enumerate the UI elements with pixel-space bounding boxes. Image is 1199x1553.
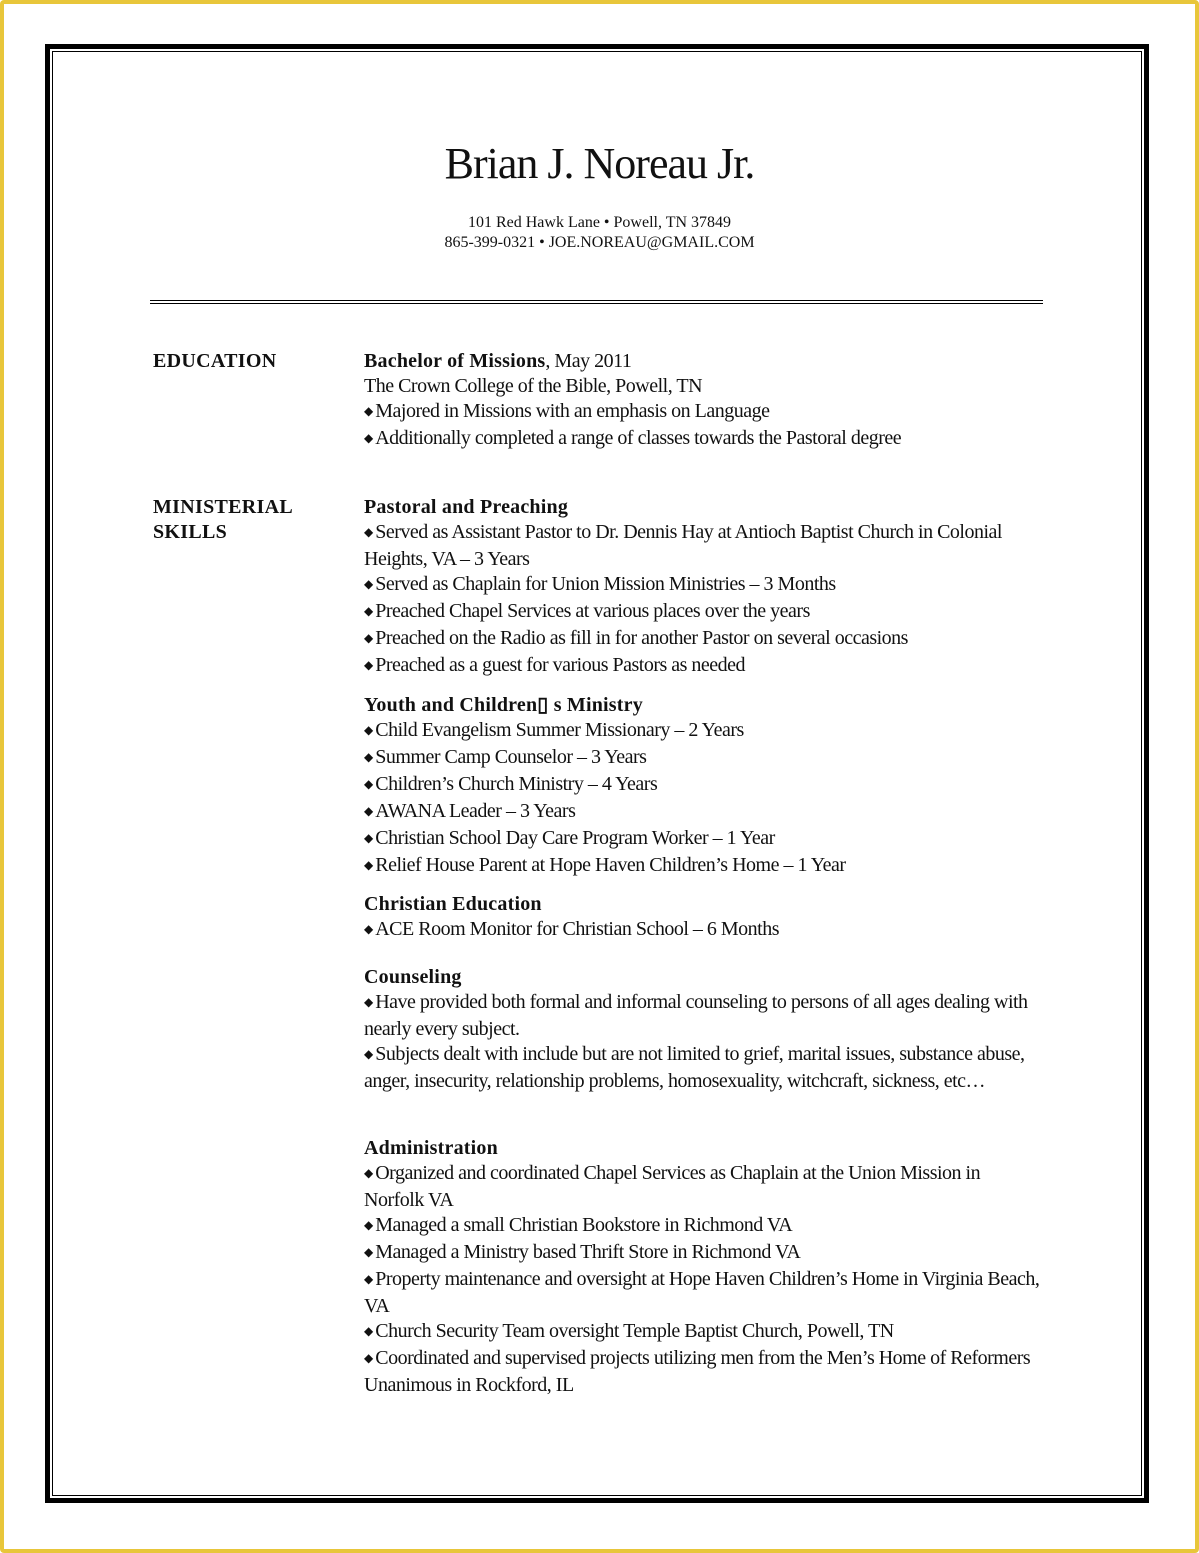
list-item: ◆ Preached as a guest for various Pastors as needed — [364, 653, 1044, 680]
list-item: ◆ Property maintenance and oversight at Hope Haven Children’s Home in Virginia Beach, VA — [364, 1267, 1044, 1319]
list-item: ◆ Preached Chapel Services at various places over the years — [364, 599, 1044, 626]
list-item: ◆ Relief House Parent at Hope Haven Children’s Home – 1 Year — [364, 853, 1044, 880]
education-section — [364, 349, 1044, 453]
list-item: ◆ Church Security Team oversight Temple Baptist Church, Powell, TN — [364, 1319, 1044, 1346]
degree-title: Bachelor of Missions — [364, 350, 546, 372]
list-item: ◆ AWANA Leader – 3 Years — [364, 799, 1044, 826]
list-item: ◆ Coordinated and supervised projects utilizing men from the Men’s Home of Reformers Unanimous in Rockford, IL — [364, 1346, 1044, 1398]
list-item: ◆ Summer Camp Counselor – 3 Years — [364, 745, 1044, 772]
counseling-section — [364, 965, 1044, 1094]
christian-ed-title: Christian Education — [364, 893, 542, 915]
list-item: ◆ Served as Chaplain for Union Mission Ministries – 3 Months — [364, 572, 1044, 599]
list-item: ◆ Christian School Day Care Program Worker – 1 Year — [364, 826, 1044, 853]
ministerial-label-line1: MINISTERIAL — [153, 496, 293, 518]
counseling-title: Counseling — [364, 966, 462, 988]
list-item: ◆ Have provided both formal and informal counseling to persons of all ages dealing with nearly every subject. — [364, 990, 1044, 1042]
address-line: 101 Red Hawk Lane • Powell, TN 37849 — [467, 214, 732, 231]
ministerial-label — [153, 495, 293, 545]
school-line: The Crown College of the Bible, Powell, TN — [364, 375, 703, 397]
resume-name: Brian J. Noreau Jr. — [444, 139, 755, 188]
list-item: ◆ Majored in Missions with an emphasis on Language — [364, 399, 1044, 426]
list-item: ◆ ACE Room Monitor for Christian School – 6 Months — [364, 917, 1044, 944]
pastoral-section — [364, 495, 1044, 680]
list-item: ◆ Managed a small Christian Bookstore in Richmond VA — [364, 1213, 1044, 1240]
education-label: EDUCATION — [153, 350, 277, 372]
youth-section — [364, 693, 1044, 880]
header-divider — [150, 300, 1043, 304]
list-item: ◆ Served as Assistant Pastor to Dr. Dennis Hay at Antioch Baptist Church in Colonial Heights, VA – 3 Years — [364, 520, 1044, 572]
list-item: ◆ Additionally completed a range of classes towards the Pastoral degree — [364, 426, 1044, 453]
christian-ed-section — [364, 892, 1044, 944]
administration-section — [364, 1136, 1044, 1398]
degree-date: , May 2011 — [545, 350, 632, 372]
youth-title: Youth and Children▯ s Ministry — [364, 694, 643, 716]
pastoral-title: Pastoral and Preaching — [364, 496, 569, 518]
list-item: ◆ Child Evangelism Summer Missionary – 2 Years — [364, 718, 1044, 745]
phone-email-line: 865-399-0321 • JOE.NOREAU@GMAIL.COM — [444, 234, 755, 251]
ministerial-label-line2: SKILLS — [153, 521, 228, 543]
degree-line — [364, 349, 1044, 374]
list-item: ◆ Managed a Ministry based Thrift Store in Richmond VA — [364, 1240, 1044, 1267]
list-item: ◆ Children’s Church Ministry – 4 Years — [364, 772, 1044, 799]
list-item: ◆ Preached on the Radio as fill in for another Pastor on several occasions — [364, 626, 1044, 653]
list-item: ◆ Subjects dealt with include but are not limited to grief, marital issues, substance abuse, anger, insecurity, relationship problems, homosexuality, witchcraft, sickness, etc… — [364, 1042, 1044, 1094]
list-item: ◆ Organized and coordinated Chapel Services as Chaplain at the Union Mission in Norfolk VA — [364, 1161, 1044, 1213]
administration-title: Administration — [364, 1137, 498, 1159]
